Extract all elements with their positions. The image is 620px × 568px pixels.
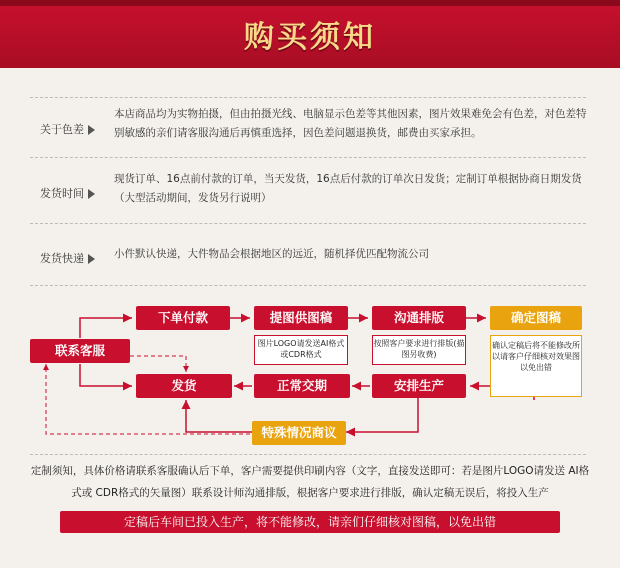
section-label-color: 关于色差	[40, 121, 95, 137]
flow-normal-delivery: 正常交期	[254, 374, 350, 398]
flow-submit-art: 提图供图稿	[254, 306, 348, 330]
footer-warning: 定稿后车间已投入生产，将不能修改，请亲们仔细核对图稿，以免出错	[60, 511, 560, 533]
flow-special-case: 特殊情况商议	[252, 421, 346, 445]
divider	[30, 454, 586, 455]
divider	[30, 285, 586, 286]
section-label-shipping-time: 发货时间	[40, 185, 95, 201]
section-text-courier: 小件默认快递，大件物品会根据地区的远近，随机择优匹配物流公司	[114, 248, 429, 260]
note-confirm: 确认定稿后将不能修改所以请客户仔细核对效果图 以免出错	[490, 335, 582, 397]
flow-communicate: 沟通排版	[372, 306, 466, 330]
flow-production: 安排生产	[372, 374, 466, 398]
section-text-shipping-time: 现货订单、16点前付款的订单，当天发货，16点后付款的订单次日发货；定制订单根据协商日期发货（大型活动期间，发货另行说明）	[114, 173, 582, 204]
section-label-courier: 发货快递	[40, 250, 95, 266]
flow-ship: 发货	[136, 374, 232, 398]
note-layout: 按照客户要求进行排版(描图另收费)	[372, 335, 466, 365]
divider	[30, 223, 586, 224]
page-title: 购买须知	[244, 20, 376, 55]
divider	[30, 97, 586, 98]
triangle-icon	[88, 125, 95, 135]
custom-notice-text: 定制须知，具体价格请联系客服确认后下单，客户需要提供印刷内容（文字，直接发送即可：若是图片LOGO请发送 AI格式或 CDR格式的矢量图）联系设计师沟通排版，根据客户要求进行排版，确认定稿无误后，将投入生产	[30, 465, 590, 499]
flow-order-pay: 下单付款	[136, 306, 230, 330]
flow-contact-service: 联系客服	[30, 339, 130, 363]
triangle-icon	[88, 254, 95, 264]
note-submit-format: 图片LOGO请发送AI格式或CDR格式	[254, 335, 348, 365]
section-text-color: 本店商品均为实物拍摄，但由拍摄光线、电脑显示色差等其他因素，图片效果难免会有色差，对色差特别敏感的亲们请客服沟通后再慎重选择，因色差问题退换货，邮费由买家承担。	[114, 108, 587, 139]
triangle-icon	[88, 189, 95, 199]
divider	[30, 157, 586, 158]
flow-confirm-art: 确定图稿	[490, 306, 582, 330]
